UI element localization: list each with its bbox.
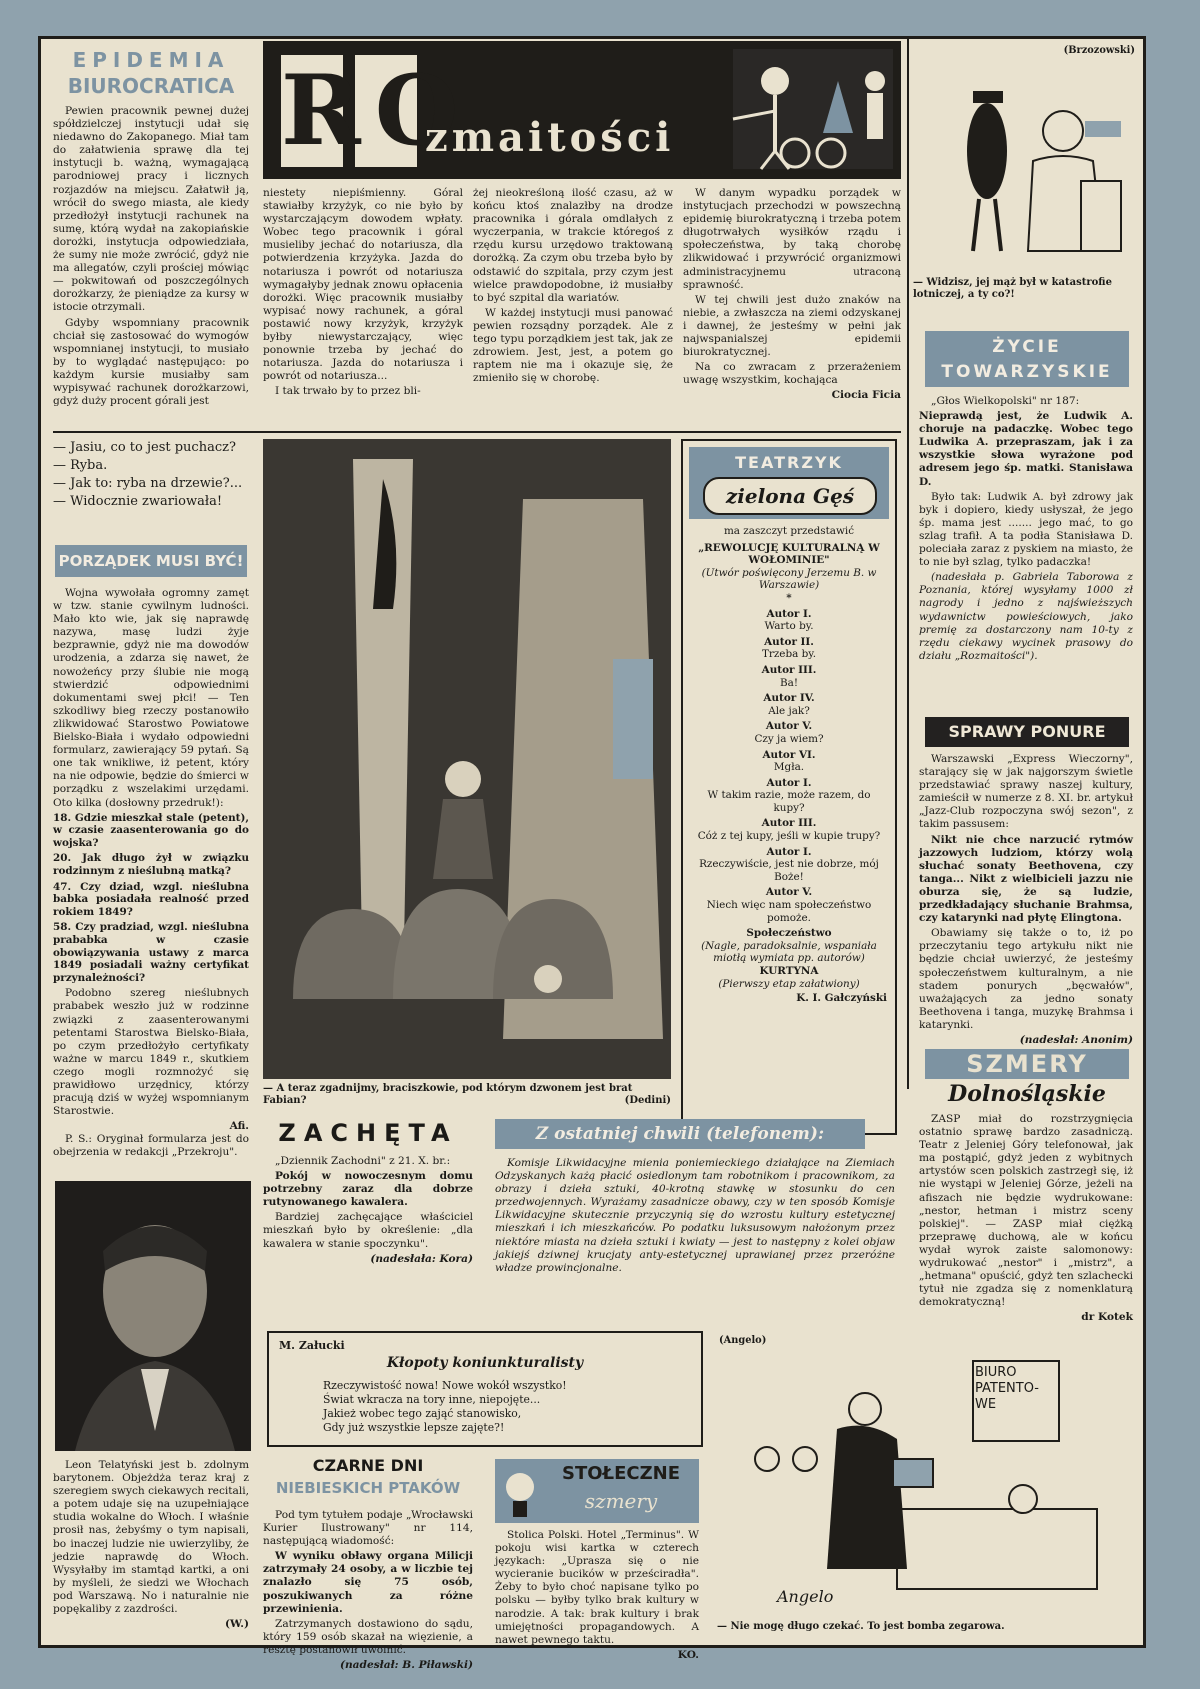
play-speaker: Autor V. xyxy=(765,886,813,899)
play-society: Społeczeństwo xyxy=(746,927,832,940)
play-speaker: Autor I. xyxy=(766,845,812,858)
szmery-d-title-2: Dolnośląskie xyxy=(948,1081,1106,1107)
bell-illustration xyxy=(263,439,671,1079)
czarne-text: Zatrzymanych dostawiono do sądu, który 159 osób skazał na więzienie, a resztę postanowił uwolnić. xyxy=(263,1617,473,1656)
epidemia-paragraph: W danym wypadku porządek w instytucjach przechodzi w powszechną epidemię biurokratyczną i trzeba potem długotrwałych wysiłków rządu i społeczeństwa, by taką chorobę zlikwidować i przywrócić organizmowi administracyjnemu utraconą sprawność. xyxy=(683,187,901,291)
czarne-quote: W wyniku obławy organa Milicji zatrzymały 24 osoby, a w liczbie tej znalazło się 75 osób, poszukiwanych za różne przewinienia. xyxy=(263,1550,473,1615)
teatrzyk-play xyxy=(691,525,887,1005)
porzadek-title: PORZĄDEK MUSI BYĆ! xyxy=(55,545,247,577)
epidemia-paragraph: W tej chwili jest dużo znaków na niebie, a zwłaszcza na ziemi odzyskanej i dawnej, że jesteśmy w pełni jak najwspanialszej epidemii biurokratycznej. xyxy=(683,293,901,359)
szmery-d-header xyxy=(925,1049,1129,1109)
play-line: Ale jak? xyxy=(768,704,810,717)
illustration-drawing xyxy=(263,439,671,1079)
szmery-d-text: ZASP miał do rozstrzygnięcia ostatnio sprawę bardzo zasadniczą. Teatr z Jeleniej Góry telefonował, jak ma postąpić, gdyż jeden z wybitnych artystów scen polskich zastrzegł się, iż nie wystąpi w Jeleniej Górze, jeżeli na afiszach nie będzie wydrukowane: „nestor, hetman i mistrz sceny polskiej". — ZASP miał ciężką przeprawę duchową, ale w końcu wydał wyrok zaiste salomonowy: wydrukować „nestor" i „mistrz", a „hetmana" opuścić, gdyż ten szlachecki tytuł nie zgadza się z nomenklaturą demokratyczną! xyxy=(919,1113,1133,1309)
telatynski-text: Leon Telatyński jest b. zdolnym barytonem. Objeżdża teraz kraj z szeregiem swych ciekawych recitali, a potem udaje się na uzupełniające studia wokalne do Włoch. I właśnie prosił nas, żebyśmy o tym napisali, bo inaczej ludzie nie uwierzyliby, że jedzie naprawdę do Włoch. Wysyłałby im stamtąd kartki, a oni by myśleli, że siedzi we Włochach pod Warszawą. No i naturalnie nie popękaliby z zazdrości. xyxy=(53,1459,249,1616)
telatynski-signature: (W.) xyxy=(225,1618,249,1631)
play-line: Trzeba by. xyxy=(761,648,817,661)
divider xyxy=(907,39,909,1089)
angelo-signature: Angelo xyxy=(777,1587,834,1606)
porzadek-question: 18. Gdzie mieszkał stale (petent), w czasie zaasenterowania go do wojska? xyxy=(53,811,249,849)
klopoty-title: Kłopoty koniunkturalisty xyxy=(386,1355,584,1371)
play-speaker: Autor III. xyxy=(761,817,817,830)
porzadek-intro: Wojna wywołała ogromny zamęt w tzw. stanie cywilnym ludności. Mało kto wie, jak się naprawdę nazywa, masę ludzi żyje bezprawnie, gdyż nie ma dowodów urodzenia, a zdarza się nawet, że nowożeńcy przy ślubie nie mogą stwierdzić odpowiednimi dokumentami swej płci! — Ten szkodliwy bieg rzeczy postanowiło zlikwidować Starostwo Powiatowe Bielsko-Biała i wydało odpowiedni formularz, zawierający 59 pytań. Są one tak wnikliwe, iż petent, który na nie odpowie, będzie do śmierci w porządku z wszelakimi urzędami. Oto kilka (dosłowny przedruk!): xyxy=(53,587,249,809)
play-line: Niech więc nam społeczeństwo pomoże. xyxy=(706,899,872,924)
play-dedication: (Utwór poświęcony Jerzemu B. w Warszawie) xyxy=(701,566,877,592)
epidemia-column-3 xyxy=(473,187,673,445)
play-line: Cóż z tej kupy, jeśli w kupie trupy? xyxy=(697,830,881,843)
teatrzyk-presents: ma zaszczyt przedstawić xyxy=(723,525,855,537)
masthead xyxy=(263,41,901,179)
zycie-header xyxy=(925,331,1129,387)
stoleczne-header xyxy=(495,1459,699,1523)
porzadek-outro: Podobno szereg nieślubnych prababek weszło już w rodzinne związki z zaasenterowanymi petentami Starostwa Bielsko-Biała, po czym przedłożyło certyfikaty ważne w marcu 1849 r., skutkiem czego mogli rozmnożyć się prawidłowo urzędnicy, którzy pracują dziś w wyżej wspomnianym Starostwie. xyxy=(53,987,249,1118)
epidemia-paragraph: W każdej instytucji musi panować pewien rozsądny porządek. Ale z tego typu porządkiem jest tak, jak ze zdrowiem. Jest, jest, a potem go raptem nie ma i okazuje się, że zmieniło się w chorobę. xyxy=(473,306,673,385)
joke-line: — Widocznie zwariowała! xyxy=(53,494,223,509)
czarne-title-1: CZARNE DNI xyxy=(312,1456,424,1475)
teatrzyk-title-bottom: zielona Gęś xyxy=(703,477,877,515)
zycie-title-2: TOWARZYSKIE xyxy=(941,362,1113,382)
porzadek-question: 58. Czy pradziad, wzgl. nieślubna prababka w czasie obowiązywania ustawy z marca 1849 posiadali ważny certyfikat przynależności? xyxy=(53,921,249,984)
play-line: Warto by. xyxy=(764,620,814,633)
porzadek-question: 20. Jak długo żył w związku rodzinnym z nieślubną matką? xyxy=(53,852,249,877)
ostatniej-text: Komisje Likwidacyjne mienia poniemieckiego działające na Ziemiach Odzyskanych każą płacić osiedlonym tam robotnikom i pracownikom, za obrazy i dzieła sztuki, 40-krotną stawkę w stosunku do cen przedwojennych. Wyrażamy zasadnicze obawy, czy w ten sposób Komisje Likwidacyjne skutecznie przyczynią się do wzrostu kultury estetycznej mieszkań i ich mieszkańców. Po podatku luksusowym nałożonym przez niektóre miasta na dzieła sztuki i kwiaty — jest to następny z kolei objaw jakiejś dziwnej krucjaty anty-estetycznej uprawianej przez przeróżne władze prowincjonalne. xyxy=(495,1157,895,1274)
play-speaker: Autor I. xyxy=(766,776,812,789)
masthead-title-ro: RO xyxy=(281,54,473,167)
sprawy-paragraph: Warszawski „Express Wieczorny", starający się w jak najgorszym świetle przedstawiać sprawy naszej kultury, zamieścił w numerze z 8. XI. br. artykuł „Jazz-Club rozpoczyna swój sezon", z takim passusem: xyxy=(919,753,1133,831)
brzozowski-cartoon xyxy=(913,45,1139,305)
stoleczne-emblem-icon xyxy=(495,1459,545,1523)
poem-line: Jakież wobec tego zająć stanowisko, xyxy=(323,1407,522,1420)
angelo-sign xyxy=(975,1365,1059,1413)
epidemia-column-2 xyxy=(263,187,463,445)
play-line: Mgła. xyxy=(773,761,805,774)
play-line: Czy ja wiem? xyxy=(754,732,824,745)
epidemia-paragraph: niestety niepiśmienny. Góral stawiałby krzyżyk, co nie było by wystarczającym dowodem wpłaty. Wobec tego pracownik i góral musieliby jechać do notariusza, dla potwierdzenia krzyżyka. Jazda do notariusza i powrót od notariusza wymagałyby jednak znowu opłacenia dorożki. Więc pracownik musiałby wypisać nowy rachunek, a góral postawić nowy krzyżyk, krzyżyk byłby niewystarczający, więc ponownie trzeba by jechać do notariusza. Jazda do notariusza i powrót od notariusza... xyxy=(263,187,463,383)
czarne-credit: (nadesłał: B. Piławski) xyxy=(339,1659,473,1672)
teatrzyk-header xyxy=(689,447,889,519)
portrait-drawing xyxy=(55,1181,251,1451)
poem-line: Rzeczywistość nowa! Nowe wokół wszystko! xyxy=(323,1379,567,1392)
sign-line: WE xyxy=(975,1397,997,1412)
szmery-d-signature: dr Kotek xyxy=(1081,1311,1133,1324)
zycie-title-1: ŻYCIE xyxy=(992,337,1062,357)
sprawy-quote: Nikt nie chce narzucić rytmów jazzowych ludziom, którzy wolą słuchać sonaty Beethovena, czy tanga... Nikt z wielbicieli jazzu nie oburza się, że są ludzie, przedkładający słuchanie Brahmsa, czy katarynki nad płytę Elingtona. xyxy=(919,833,1133,925)
stoleczne-article xyxy=(495,1529,699,1661)
zacheta-source: „Dziennik Zachodni" z 21. X. br.: xyxy=(275,1155,451,1167)
masthead-title-rest: zmaitości xyxy=(425,114,675,161)
cartoon-caption: — Widzisz, jej mąż był w katastrofie lotniczej, a ty co?! xyxy=(913,277,1112,300)
czarne-header xyxy=(263,1455,473,1505)
play-society-direction: (Nagle, paradoksalnie, wspaniała miotłą wymiata pp. autorów) xyxy=(701,939,877,965)
angelo-caption: — Nie mogę długo czekać. To jest bomba zegarowa. xyxy=(717,1621,1005,1632)
angelo-credit: (Angelo) xyxy=(719,1335,767,1346)
teatrzyk-box xyxy=(681,439,897,1135)
play-speaker: Autor V. xyxy=(765,720,813,733)
stoleczne-title-1: STOŁECZNE xyxy=(561,1463,681,1484)
play-speaker: Autor I. xyxy=(766,607,812,620)
epidemia-kicker: EPIDEMIA xyxy=(72,48,230,72)
zycie-article xyxy=(919,395,1133,709)
sprawy-credit: (nadesłał: Anonim) xyxy=(1019,1033,1133,1046)
sign-line: PATENTO- xyxy=(975,1381,1039,1396)
epidemia-column-4 xyxy=(683,187,901,445)
porzadek-article xyxy=(53,587,249,1207)
illustration-caption-block xyxy=(263,1083,671,1111)
play-title: „REWOLUCJĘ KULTURALNĄ W WOŁOMINIE" xyxy=(698,541,880,567)
epidemia-title: BIUROCRATICA xyxy=(67,74,235,98)
play-line: W takim razie, może razem, do kupy? xyxy=(707,789,871,814)
epidemia-heading xyxy=(53,47,249,101)
ostatniej-article xyxy=(495,1157,895,1327)
klopoty-box xyxy=(267,1331,703,1447)
play-speaker: Autor II. xyxy=(764,635,814,648)
epidemia-paragraph: I tak trwało by to przez bli- xyxy=(275,385,421,398)
newspaper-page xyxy=(38,36,1146,1672)
zycie-quote: Nieprawdą jest, że Ludwik A. choruje na padaczkę. Wobec tego Ludwika A. przepraszam, jak i za wszystkie słowa wyrażone pod adresem jego śp. matki. Stanisława D. xyxy=(919,410,1133,488)
teatrzyk-title-top: TEATRZYK xyxy=(735,453,843,472)
epidemia-signature: Ciocia Ficia xyxy=(831,389,901,402)
zacheta-article xyxy=(263,1155,473,1331)
zycie-note: (nadesłała p. Gabriela Taborowa z Poznania, której wysyłamy 1000 zł nagrody i jedno z najświeższych wydawnictw powieściowych, jako premię za dostarczony nam 10-ty z rzędu ciekawy wycinek prasowy do działu „Rozmaitości"). xyxy=(919,571,1133,662)
ostatniej-title: Z ostatniej chwili (telefonem): xyxy=(495,1119,865,1149)
porzadek-question: 47. Czy dziad, wzgl. nieślubna babka posiadała realność przed rokiem 1849? xyxy=(53,880,249,918)
play-star: * xyxy=(786,591,792,604)
play-speaker: Autor IV. xyxy=(763,692,815,705)
czarne-article xyxy=(263,1509,473,1672)
klopoty-poem xyxy=(323,1379,567,1435)
szmery-d-title-1: SZMERY xyxy=(925,1049,1129,1079)
sprawy-paragraph: Obawiamy się także o to, iż po przeczytaniu tego artykułu nikt nie będzie chciał uwierzyć, że jesteśmy społeczeństwem kulturalnym, a nie stadem ponurych „bęcwałów", uważających za jedno sonaty Beethovena i tanga, muzykę Brahmsa i katarynki. xyxy=(919,927,1133,1031)
angelo-cartoon xyxy=(717,1335,1135,1647)
epidemia-paragraph: Pewien pracownik pewnej dużej spółdzielczej instytucji udał się niedawno do Zakopanego. Miał tam do załatwienia sprawę dla tej instytucji b. ważną, wymagającą parodniowej pracy i licznych rozjazdów na miejscu. Załatwił ją, wrócił do swego miasta, ale kiedy przedłożył instytucji rachunek na sumę, którą wydał na zakopiańskie dorożki, instytucja odpowiedziała, że sumy nie może zwrócić, gdyż nie ma allegatów, czyli prościej mówiąc — pokwitowań od poszczególnych dorożkarzy, że pieniądze za kursy w istocie otrzymali. xyxy=(53,105,249,314)
joke-line: — Jasiu, co to jest puchacz? xyxy=(53,440,236,455)
telatynski-article xyxy=(53,1459,249,1649)
play-line: Rzeczywiście, jest nie dobrze, mój Boże! xyxy=(699,858,879,883)
stoleczne-text: Stolica Polski. Hotel „Terminus". W pokoju wisi kartka w czterech językach: „Uprasza się o nie wycieranie bucików w prześciradła". Żeby to było choć napisane tylko po polsku — byłby tylko brak kultury w narodzie. A tak: brak kultury i brak umiejętności propagandowych. A nawet pewnego taktu. xyxy=(495,1529,699,1646)
epidemia-paragraph: Gdyby wspomniany pracownik chciał się zastosować do wymogów wspomnianej instytucji, to musiało by to wyglądać następująco: po każdym kursie musiałby sam wypisywać rachunek dorożkarzowi, gdyż duży procent górali jest xyxy=(53,316,249,408)
poem-line: Świat wkracza na tory inne, niepojęte... xyxy=(323,1393,541,1406)
poem-line: Gdy już wszystkie lepsze zajęte?! xyxy=(323,1421,505,1434)
telatynski-photo xyxy=(55,1181,251,1451)
joke-line: — Ryba. xyxy=(53,458,108,473)
joke-line: — Jak to: ryba na drzewie?... xyxy=(53,476,243,491)
zacheta-title: ZACHĘTA xyxy=(278,1119,458,1147)
porzadek-ps: P. S.: Oryginał formularza jest do obejrzenia w redakcji „Przekroju". xyxy=(53,1133,249,1159)
sign-line: BIURO xyxy=(975,1365,1017,1380)
stoleczne-signature: KO. xyxy=(677,1648,699,1661)
divider xyxy=(53,431,901,433)
porzadek-signature: Afi. xyxy=(229,1120,249,1133)
play-curtain-note: (Pierwszy etap załatwiony) xyxy=(718,977,860,990)
play-author: K. I. Gałczyński xyxy=(796,992,887,1005)
epidemia-column-1 xyxy=(53,105,249,445)
epidemia-paragraph: Na co zwracam z przerażeniem uwagę wszystkim, kochająca xyxy=(683,361,901,387)
zycie-paragraph: Było tak: Ludwik A. był zdrowy jak byk i dopiero, kiedy usłyszał, że jego śp. mama jest ....... jego mać, to go szlag trafił. A ta podła Stanisława D. poleciała zaraz z pyskiem na miasto, że to nie był szlag, tylko padaczka! xyxy=(919,490,1133,569)
klopoty-author: M. Załucki xyxy=(279,1339,345,1352)
sprawy-title: SPRAWY PONURE xyxy=(925,717,1129,747)
cartoon-drawing xyxy=(913,61,1139,276)
czarne-title-2: NIEBIESKICH PTAKÓW xyxy=(275,1479,461,1497)
angelo-drawing xyxy=(717,1349,1135,1619)
illustration-credit: (Dedini) xyxy=(624,1095,671,1106)
jasiu-joke xyxy=(53,439,249,535)
play-speaker: Autor III. xyxy=(761,663,817,676)
play-curtain: KURTYNA xyxy=(759,965,819,977)
epidemia-paragraph: żej nieokreśloną ilość czasu, aż w końcu ktoś znalazłby na drodze pracownika i górala omdlałych z wyczerpania, w trakcie któregoś z rzędu kursu urzędowo traktowaną dorożką. Za czym obu trzeba było by odstawić do szpitala, przy czym jest wielce prawdopodobne, iż musiałby to być szpital dla wariatów. xyxy=(473,187,673,304)
stoleczne-title-2: szmery xyxy=(584,1489,658,1513)
zacheta-credit: (nadesłała: Kora) xyxy=(370,1252,473,1265)
play-speaker: Autor VI. xyxy=(762,748,816,761)
play-line: Ba! xyxy=(779,676,798,689)
zacheta-text: Bardziej zachęcające właściciel mieszkań było by określenie: „dla kawalera w stanie spoczynku". xyxy=(263,1211,473,1250)
illustration-caption: — A teraz zgadnijmy, braciszkowie, pod którym dzwonem jest brat Fabian? xyxy=(263,1083,633,1106)
zacheta-quote: Pokój w nowoczesnym domu potrzebny zaraz dla dobrze rutynowanego kawalera. xyxy=(263,1170,473,1209)
sprawy-article xyxy=(919,753,1133,1046)
zycie-source: „Głos Wielkopolski" nr 187: xyxy=(931,395,1080,407)
czarne-text: Pod tym tytułem podaje „Wrocławski Kurier Ilustrowany" nr 114, następującą wiadomość: xyxy=(263,1509,473,1548)
cartoon-credit: (Brzozowski) xyxy=(1063,45,1135,56)
